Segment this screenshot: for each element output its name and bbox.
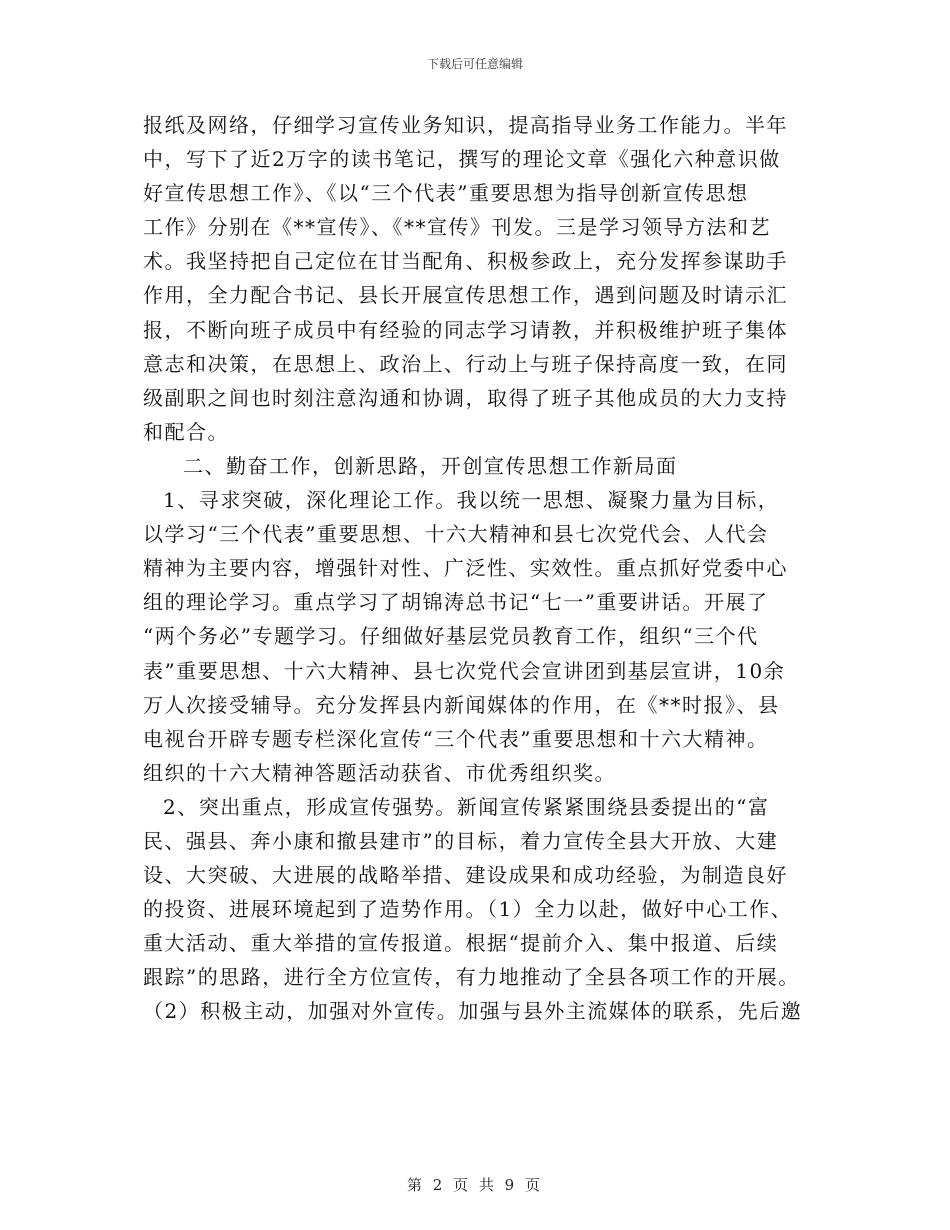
page-header: 下载后可任意编辑 bbox=[426, 57, 523, 71]
page-number-footer: 第 2 页 共 9 页 bbox=[407, 1176, 543, 1194]
body-line: 报，不断向班子成员中有经验的同志学习请教，并积极维护班子集体 bbox=[143, 317, 788, 342]
body-line: “两个务必”专题学习。仔细做好基层党员教育工作，组织“三个代 bbox=[143, 624, 759, 649]
body-line: 民、强县、奔小康和撤县建市”的目标，着力宣传全县大开放、大建 bbox=[143, 828, 779, 853]
body-line: 工作》分别在《**宣传》、《**宣传》刊发。三是学习领导方法和艺 bbox=[143, 215, 771, 240]
body-line: 中，写下了近2万字的读书笔记，撰写的理论文章《强化六种意识做 bbox=[143, 147, 781, 172]
body-line: 和配合。 bbox=[143, 419, 229, 444]
body-line: 重大活动、重大举措的宣传报道。根据“提前介入、集中报道、后续 bbox=[143, 931, 779, 956]
body-line: 电视台开辟专题专栏深化宣传“三个代表”重要思想和十六大精神。 bbox=[143, 726, 769, 751]
body-line: 万人次接受辅导。充分发挥县内新闻媒体的作用，在《**时报》、县 bbox=[143, 692, 780, 717]
document-body bbox=[143, 108, 807, 1029]
body-line: 术。我坚持把自己定位在甘当配角、积极参政上，充分发挥参谋助手 bbox=[143, 249, 788, 274]
body-line: 作用，全力配合书记、县长开展宣传思想工作，遇到问题及时请示汇 bbox=[143, 283, 788, 308]
body-line: 以学习“三个代表”重要思想、十六大精神和县七次党代会、人代会 bbox=[143, 522, 769, 547]
paragraph-start: 2、突出重点，形成宣传强势。新闻宣传紧紧围绕县委提出的“富 bbox=[163, 794, 770, 819]
section-heading: 二、勤奋工作，创新思路，开创宣传思想工作新局面 bbox=[183, 453, 678, 478]
body-line: 设、大突破、大进展的战略举措、建设成果和成功经验，为制造良好 bbox=[143, 863, 788, 888]
body-line: 组的理论学习。重点学习了胡锦涛总书记“七一”重要讲话。开展了 bbox=[143, 590, 769, 615]
body-line: 精神为主要内容，增强针对性、广泛性、实效性。重点抓好党委中心 bbox=[143, 556, 788, 581]
paragraph-start: 1、寻求突破，深化理论工作。我以统一思想、凝聚力量为目标， bbox=[163, 488, 780, 513]
body-line: 跟踪”的思路，进行全方位宣传，有力地推动了全县各项工作的开展。 bbox=[143, 965, 800, 990]
body-line: （2）积极主动，加强对外宣传。加强与县外主流媒体的联系，先后邀 bbox=[143, 999, 803, 1024]
body-line: 报纸及网络，仔细学习宣传业务知识，提高指导业务工作能力。半年 bbox=[143, 113, 788, 137]
body-line: 意志和决策，在思想上、政治上、行动上与班子保持高度一致，在同 bbox=[143, 351, 788, 376]
body-line: 的投资、进展环境起到了造势作用。（1）全力以赴，做好中心工作、 bbox=[143, 897, 793, 922]
body-line: 好宣传思想工作》、《以“三个代表”重要思想为指导创新宣传思想 bbox=[143, 181, 749, 206]
body-line: 级副职之间也时刻注意沟通和协调，取得了班子其他成员的大力支持 bbox=[143, 385, 788, 410]
body-line: 表”重要思想、十六大精神、县七次党代会宣讲团到基层宣讲，10余 bbox=[143, 658, 786, 683]
body-line: 组织的十六大精神答题活动获省、市优秀组织奖。 bbox=[143, 760, 616, 785]
